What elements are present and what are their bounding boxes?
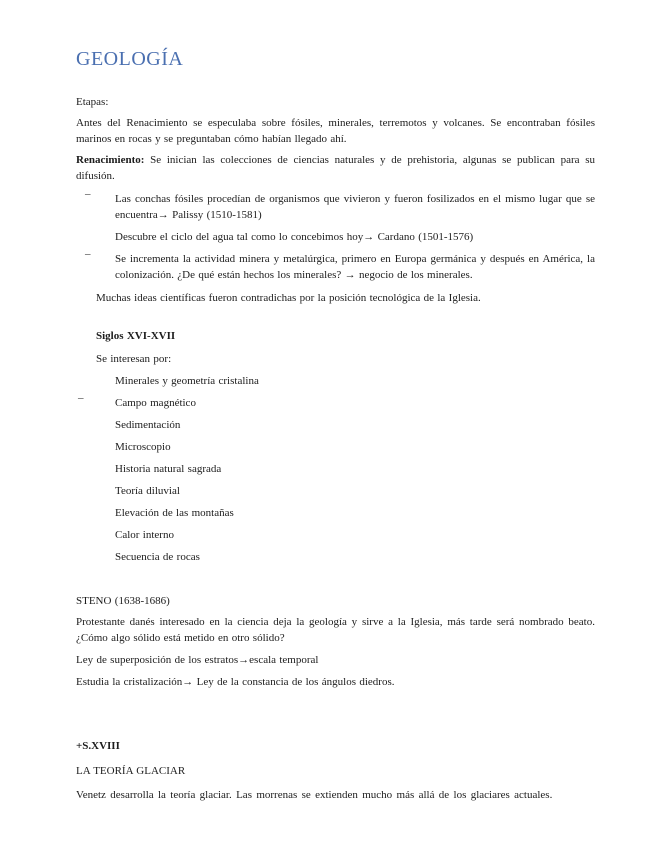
bullet-item-conchas — [85, 188, 595, 223]
dash-bullet-marker: – — [85, 248, 91, 260]
list-item-historia-natural — [115, 461, 595, 477]
bullet-descubre-text: Descubre el ciclo del agua tal como lo concebimos hoy→ Cardano (1501-1576) — [115, 231, 474, 243]
list-item-calor-interno — [115, 527, 595, 543]
list-item-text: Calor interno — [115, 529, 174, 541]
list-item-minerales — [115, 373, 595, 389]
list-item-teoria-diluvial — [115, 483, 595, 499]
bullet-incrementa-text: Se incrementa la actividad minera y metalúrgica, primero en Europa germánica y después en América, la colonización. ¿De qué están hechos los minerales? → negocio de los minerales. — [115, 253, 595, 281]
siglos-heading: Siglos XVI-XVII — [96, 330, 176, 342]
page-title: GEOLOGÍA — [76, 48, 184, 70]
list-item-sedimentacion — [115, 417, 595, 433]
paragraph-antes-renacimiento: Antes del Renacimiento se especulaba sobre fósiles, minerales, terremotos y volcanes. Se encontraban fósiles marinos en rocas y se preguntaban cómo habían llegado ahí. — [76, 117, 595, 145]
list-item-campo-magnetico — [78, 392, 595, 411]
renacimiento-text: Se inician las colecciones de ciencias naturales y de prehistoria, algunas se publican para su difusión. — [76, 154, 595, 182]
bullet-item-incrementa — [85, 248, 595, 283]
list-item-text: Teoría diluvial — [115, 485, 180, 497]
list-item-microscopio — [115, 439, 595, 455]
list-item-text: Minerales y geometría cristalina — [115, 375, 259, 387]
se-interesan-label: Se interesan por: — [96, 353, 172, 365]
paragraph-estudia-cristalizacion: Estudia la cristalización→ Ley de la constancia de los ángulos diedros. — [76, 676, 395, 688]
list-item-text: Secuencia de rocas — [115, 551, 200, 563]
renacimiento-term: Renacimiento: — [76, 154, 145, 166]
paragraph-venetz: Venetz desarrolla la teoría glaciar. Las morrenas se extienden mucho más allá de los glaciares actuales. — [76, 789, 553, 801]
list-item-elevacion-montanas — [115, 505, 595, 521]
bullet-item-descubre — [115, 229, 595, 245]
paragraph-muchas-ideas: Muchas ideas científicas fueron contradichas por la posición tecnológica de la Iglesia. — [96, 292, 481, 304]
dash-bullet-marker: – — [78, 392, 84, 404]
list-item-text: Elevación de las montañas — [115, 507, 234, 519]
list-item-text: Campo magnético — [115, 397, 196, 409]
bullet-conchas-text: Las conchas fósiles procedían de organismos que vivieron y fueron fosilizados en el mismo lugar que se encuentra→ Palissy (1510-1581) — [115, 193, 595, 221]
dash-bullet-marker: – — [85, 188, 91, 200]
sxviii-heading: +S.XVIII — [76, 740, 120, 752]
list-item-text: Sedimentación — [115, 419, 181, 431]
etapas-label: Etapas: — [76, 96, 109, 108]
list-item-text: Microscopio — [115, 441, 171, 453]
teoria-glaciar-heading: LA TEORÍA GLACIAR — [76, 765, 186, 777]
paragraph-steno: Protestante danés interesado en la ciencia deja la geología y sirve a la Iglesia, más tarde será nombrado beato. ¿Cómo algo sólido está metido en otro sólido? — [76, 616, 595, 644]
paragraph-renacimiento — [76, 152, 595, 184]
list-item-text: Historia natural sagrada — [115, 463, 222, 475]
paragraph-ley-superposicion: Ley de superposición de los estratos→escala temporal — [76, 654, 319, 666]
steno-heading: STENO (1638-1686) — [76, 595, 170, 607]
list-item-secuencia-rocas — [115, 549, 595, 565]
